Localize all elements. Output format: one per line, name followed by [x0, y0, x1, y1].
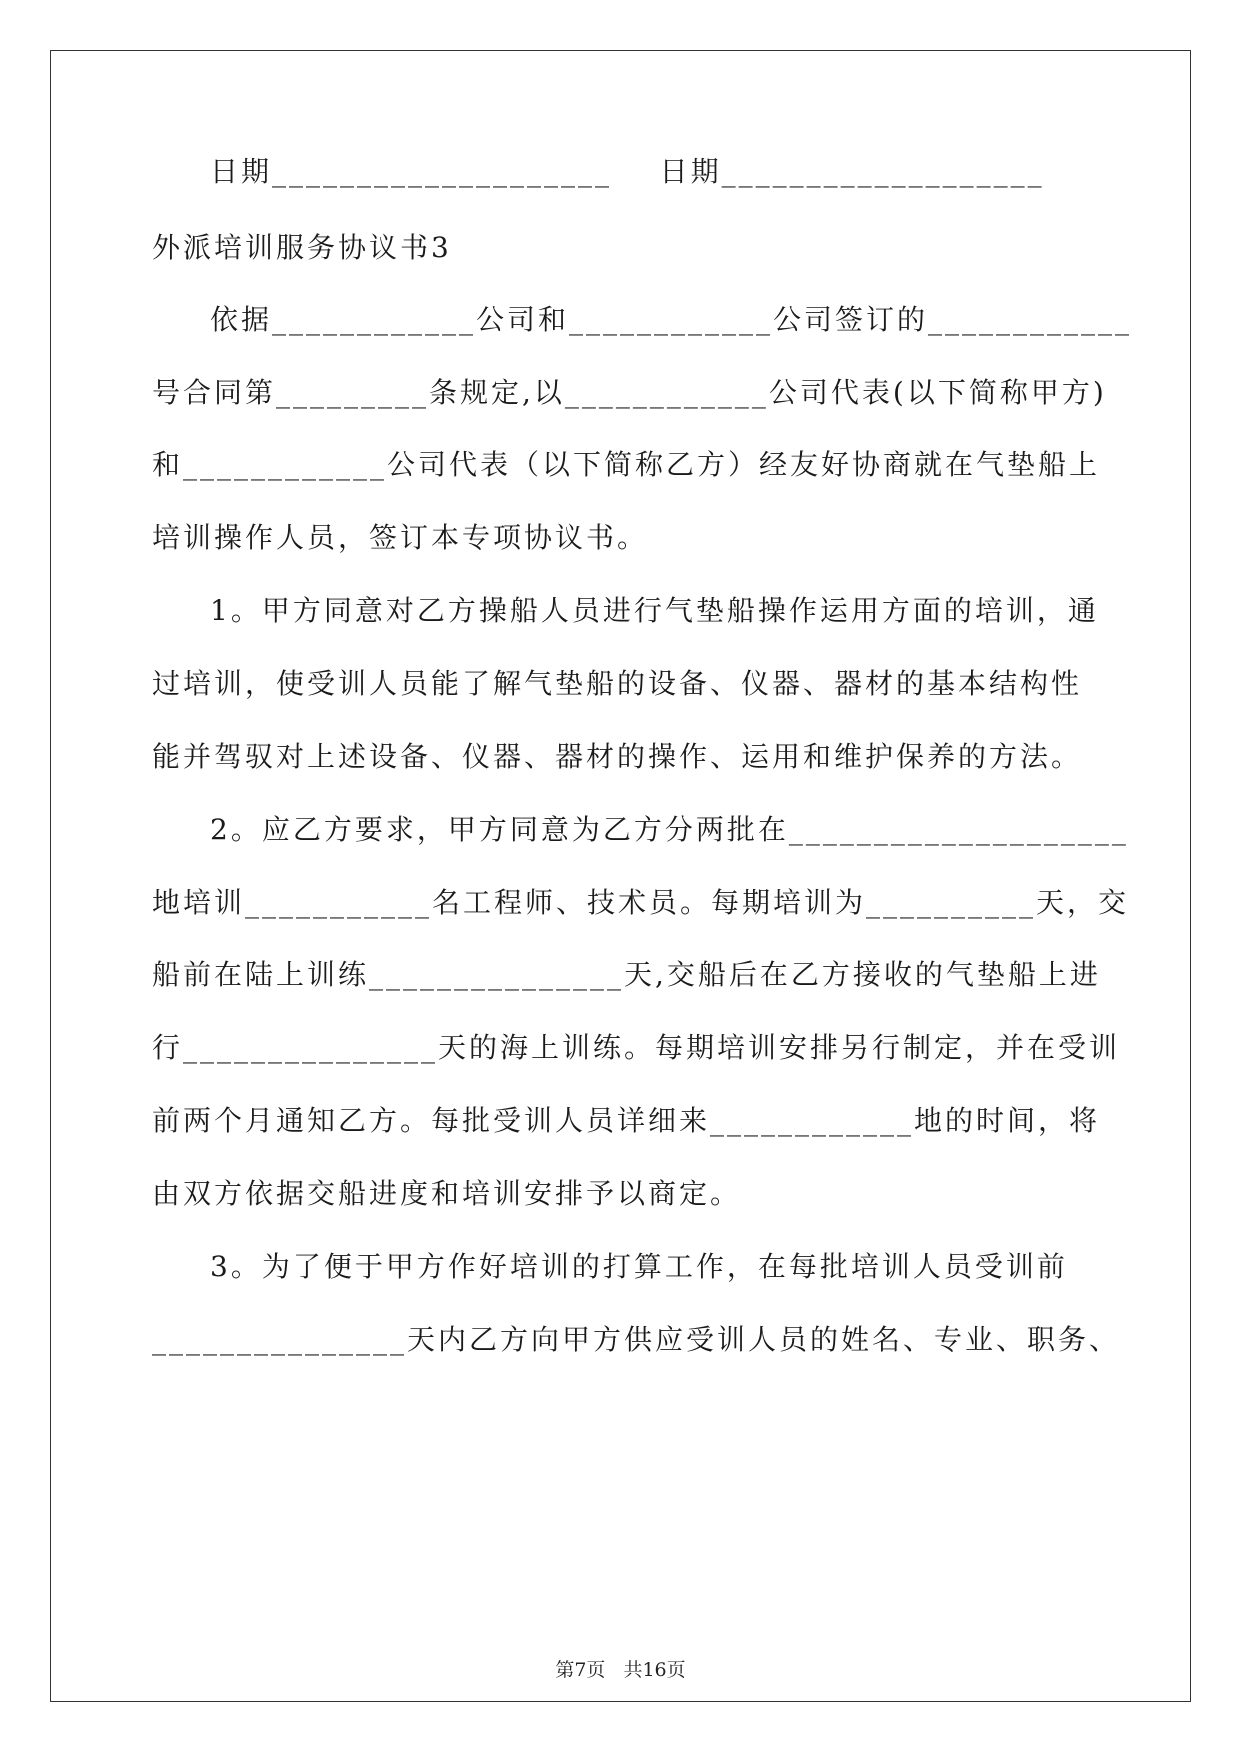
paragraph-line: 和____________公司代表（以下简称乙方）经友好协商就在气垫船上: [152, 448, 1101, 481]
page-total: 共16页: [623, 1659, 686, 1681]
clause-2-line: 前两个月通知乙方。每批受训人员详细来____________地的时间，将: [152, 1104, 1101, 1137]
paragraph-line: 依据____________公司和____________公司签订的____________: [210, 303, 1133, 336]
date-signature-line: 日期____________________ 日期___________________: [210, 155, 1045, 188]
clause-2-line: 船前在陆上训练_______________天,交船后在乙方接收的气垫船上进: [152, 958, 1101, 991]
page-number: 第7页: [555, 1659, 606, 1681]
clause-2-line: 由双方依据交船进度和培训安排予以商定。: [152, 1177, 742, 1210]
clause-1-line: 过培训，使受训人员能了解气垫船的设备、仪器、器材的基本结构性: [152, 667, 1083, 700]
clause-3-line: _______________天内乙方向甲方供应受训人员的姓名、专业、职务、: [152, 1323, 1121, 1356]
clause-2-line: 地培训___________名工程师、技术员。每期培训为__________天，交: [152, 886, 1130, 919]
page-border: [50, 50, 1191, 1702]
paragraph-line: 培训操作人员，签订本专项协议书。: [152, 521, 649, 554]
clause-1-line: 能并驾驭对上述设备、仪器、器材的操作、运用和维护保养的方法。: [152, 740, 1083, 773]
section-title: 外派培训服务协议书3: [152, 231, 452, 264]
clause-3-line: 3。为了便于甲方作好培训的打算工作，在每批培训人员受训前: [210, 1250, 1068, 1283]
page-footer: [0, 1658, 1241, 1682]
clause-1-line: 1。甲方同意对乙方操船人员进行气垫船操作运用方面的培训，通: [210, 594, 1099, 627]
clause-2-line: 2。应乙方要求，甲方同意为乙方分两批在____________________: [210, 813, 1129, 846]
paragraph-line: 号合同第_________条规定,以____________公司代表(以下简称甲方): [152, 376, 1107, 409]
clause-2-line: 行_______________天的海上训练。每期培训安排另行制定，并在受训: [152, 1031, 1121, 1064]
